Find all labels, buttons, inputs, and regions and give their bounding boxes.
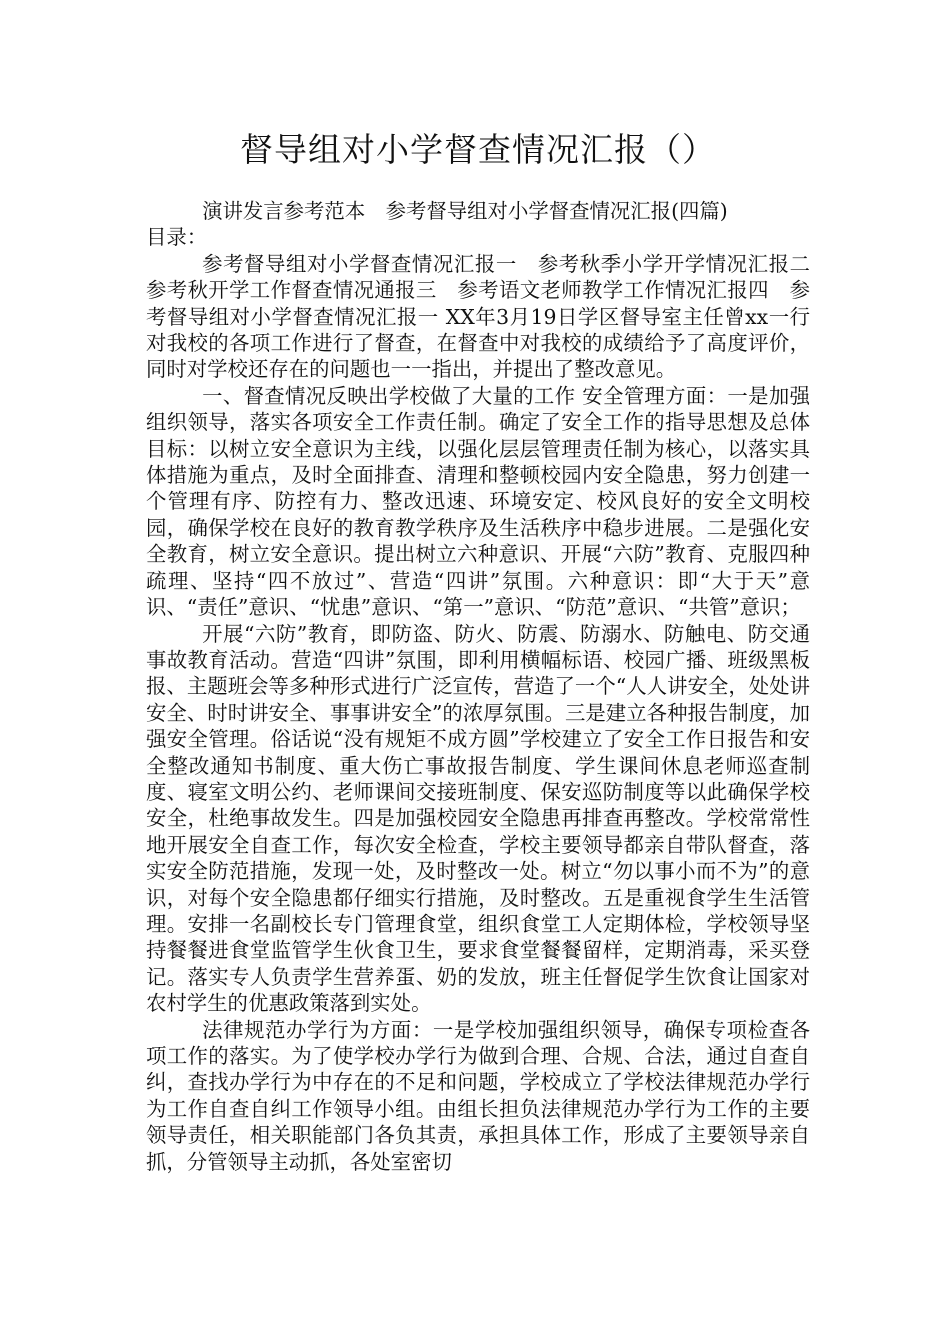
document-page xyxy=(146,0,831,1344)
document-title: 督导组对小学督查情况汇报（） xyxy=(240,130,716,169)
document-body xyxy=(146,198,831,1175)
paragraph-intro: 演讲发言参考范本 参考督导组对小学督查情况汇报(四篇) xyxy=(202,199,728,223)
paragraph-legal-conduct: 法律规范办学行为方面：一是学校加强组织领导，确保专项检查各项工作的落实。为了使学校办学行为做到合理、合规、合法，通过自查自纠，查找办学行为中存在的不足和问题，学校成立了学校法律规范办学行为工作自查自纠工作领导小组。由组长担负法律规范办学行为工作的主要领导责任，相关职能部门各负其责，承担具体工作，形成了主要领导亲自抓，分管领导主动抓，各处室密切 xyxy=(146,1017,810,1174)
paragraph-safety-management: 一、督查情况反映出学校做了大量的工作 安全管理方面：一是加强组织领导，落实各项安全工作责任制。确定了安全工作的指导思想及总体目标：以树立安全意识为主线，以强化层层管理责任制为核心，以落实具体措施为重点，及时全面排查、清理和整顿校园内安全隐患，努力创建一个管理有序、防控有力、整改迅速、环境安定、校风良好的安全文明校园，确保学校在良好的教育教学秩序及生活秩序中稳步进展。二是强化安全教育，树立安全意识。提出树立六种意识、开展“六防”教育、克服四种疏理、坚持“四不放过”、营造“四讲”氛围。六种意识：即“大于天”意识、“责任”意识、“忧患”意识、“第一”意识、“防范”意识、“共管”意识； xyxy=(146,383,810,620)
paragraph-toc-label: 目录： xyxy=(146,225,208,250)
paragraph-six-prevention: 开展“六防”教育，即防盗、防火、防震、防溺水、防触电、防交通事故教育活动。营造“四讲”氛围，即利用横幅标语、校园广播、班级黑板报、主题班会等多种形式进行广泛宣传，营造了一个“人人讲安全，处处讲安全、时时讲安全、事事讲安全”的浓厚氛围。三是建立各种报告制度，加强安全管理。俗话说“没有规矩不成方圆”学校建立了安全工作日报告和安全整改通知书制度、重大伤亡事故报告制度、学生课间休息老师巡查制度、寝室文明公约、老师课间交接班制度、保安巡防制度等以此确保学校安全，杜绝事故发生。四是加强校园安全隐患再排查再整改。学校常常性地开展安全自查工作，每次安全检查，学校主要领导都亲自带队督查，落实安全防范措施，发现一处，及时整改一处。树立“勿以事小而不为”的意识，对每个安全隐患都仔细实行措施，及时整改。五是重视食学生生活管理。安排一名副校长专门管理食堂，组织食堂工人定期体检，学校领导坚持餐餐进食堂监管学生伙食卫生，要求食堂餐餐留样，定期消毒，采买登记。落实专人负责学生营养蛋、奶的发放，班主任督促学生饮食让国家对农村学生的优惠政策落到实处。 xyxy=(146,621,810,1016)
paragraph-toc-and-opening: 参考督导组对小学督查情况汇报一 参考秋季小学开学情况汇报二 参考秋开学工作督查情况通报三 参考语文老师教学工作情况汇报四 参考督导组对小学督查情况汇报一 XX年3月19日学区督导室主任曾xx一行对我校的各项工作进行了督查，在督查中对我校的成绩给予了高度评价，同时对学校还存在的问题也一一指出，并提出了整改意见。 xyxy=(146,251,831,382)
